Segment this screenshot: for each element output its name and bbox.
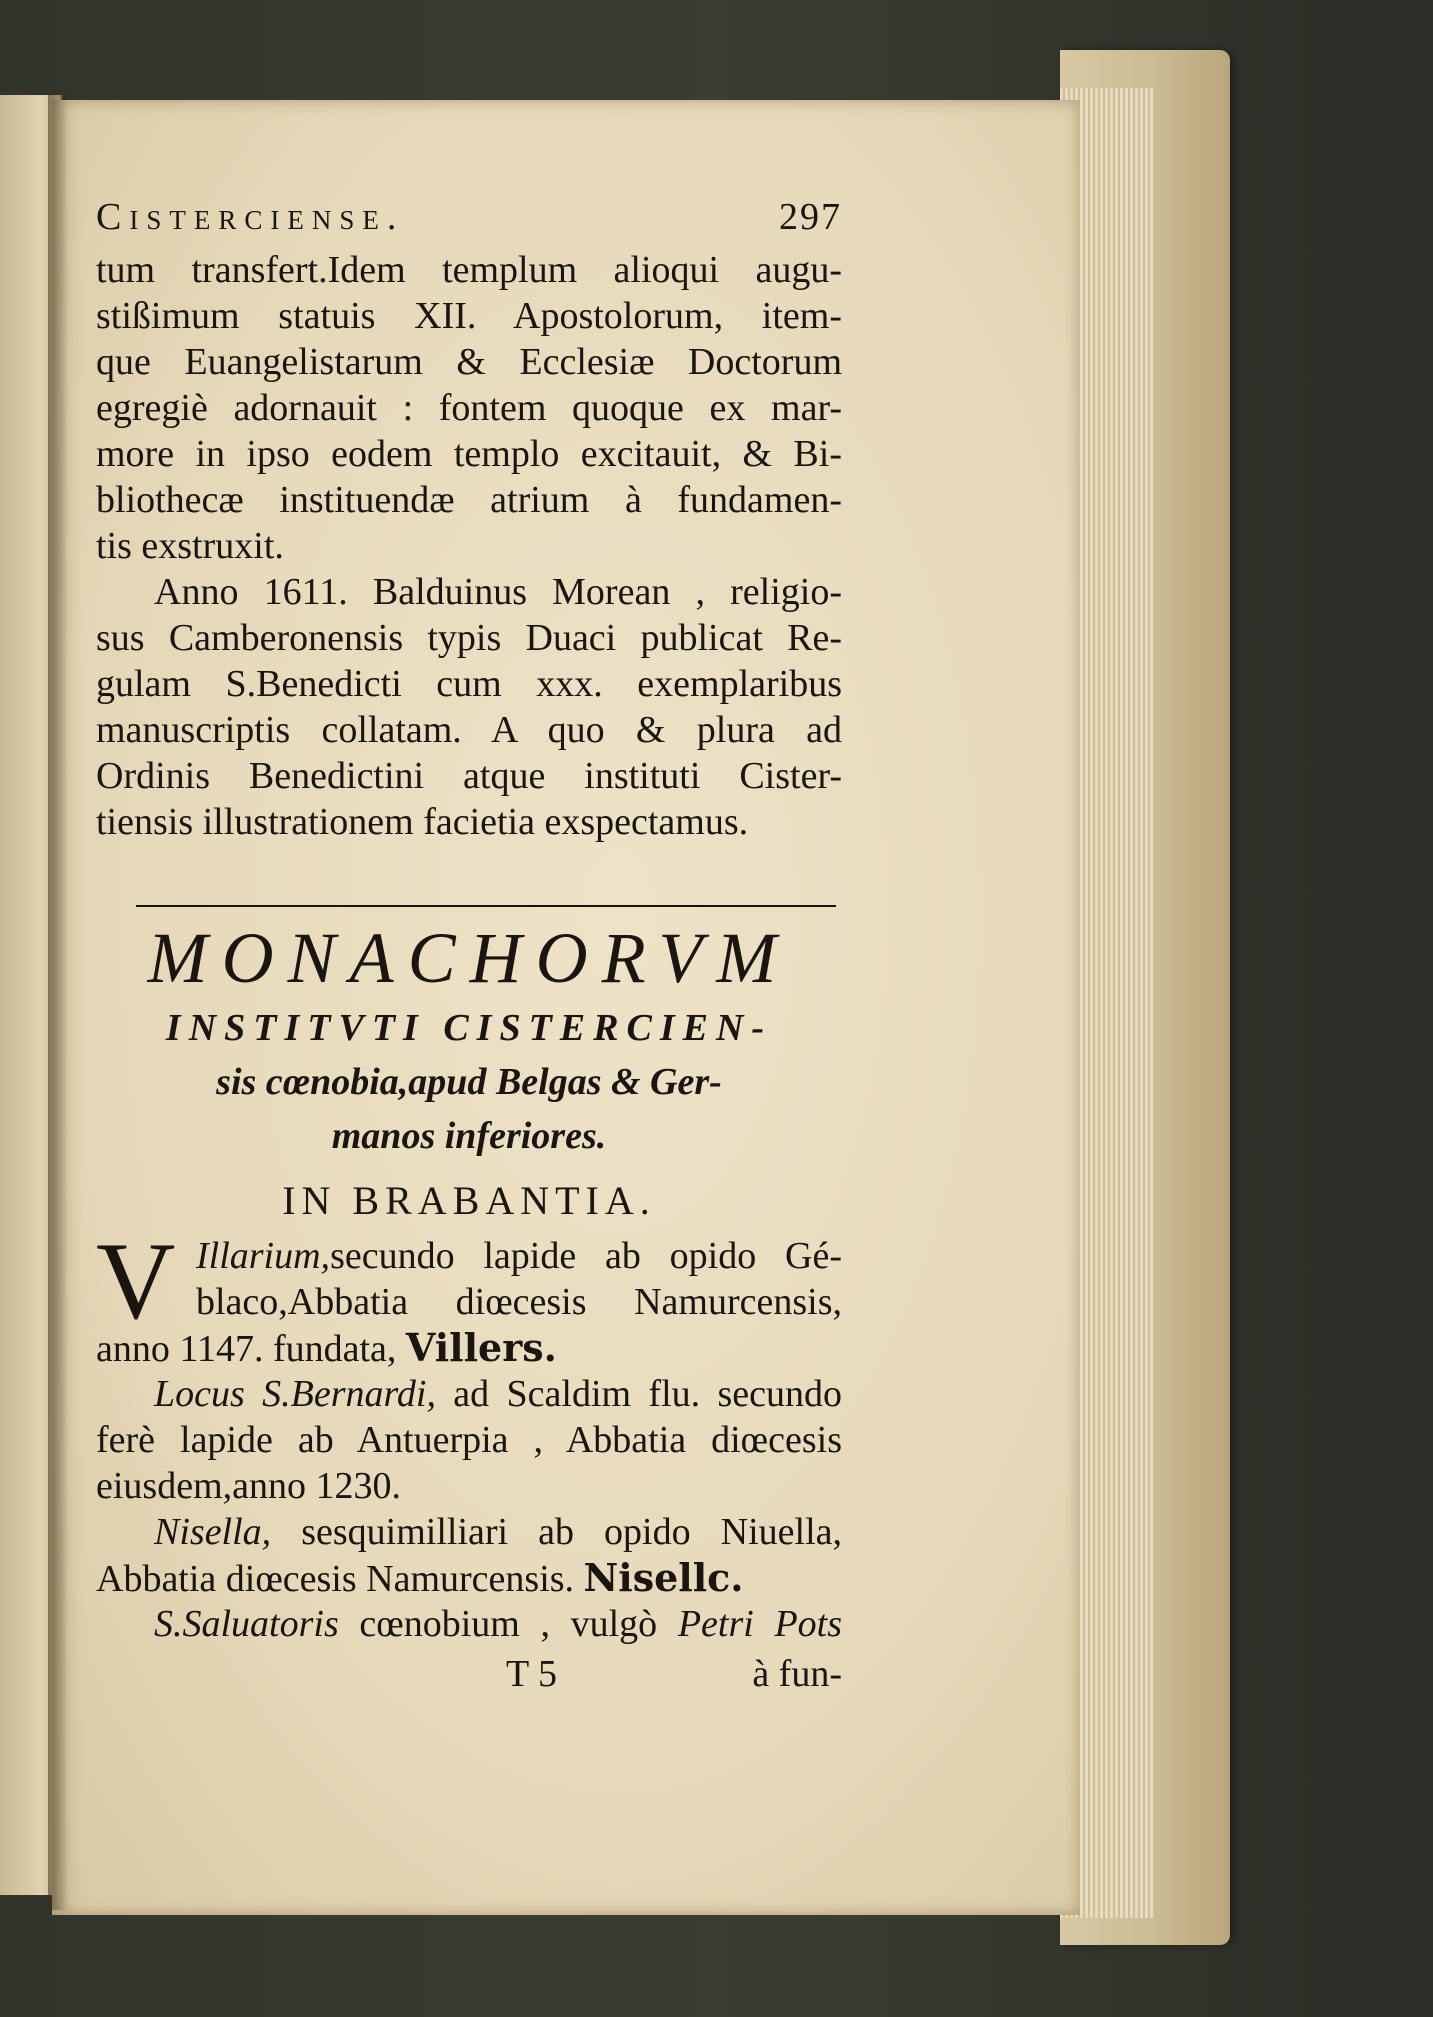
entry-salvator <box>96 1601 842 1647</box>
text-line: tiensis illustrationem facietia exspectamus. <box>96 801 749 843</box>
entry-name: Locus S.Bernardi, <box>154 1373 436 1415</box>
section-subheading: manos inferiores. <box>331 1115 607 1157</box>
text-line: tis exstruxit. <box>96 525 284 567</box>
text-line <box>96 1601 842 1647</box>
text-line <box>96 1325 842 1371</box>
entry-nisella <box>96 1509 842 1601</box>
text-line: eiusdem,anno 1230. <box>96 1465 402 1507</box>
entry-text: sesquimilliari ab opido Niuella, <box>271 1511 842 1553</box>
vernacular-name: Petri Pots <box>677 1603 842 1645</box>
page-text <box>96 195 842 1699</box>
text-line: Ordinis Benedictini atque instituti Cister- <box>96 755 842 797</box>
page-number: 297 <box>779 196 842 238</box>
signature-mark: T 5 <box>506 1653 558 1695</box>
entry-locus <box>96 1371 842 1509</box>
text-line: Anno 1611. Balduinus Morean , religio- <box>154 571 842 613</box>
entry-name: S.Saluatoris <box>154 1603 339 1645</box>
paragraph-1 <box>96 247 842 569</box>
vernacular-name: Villers. <box>405 1325 557 1370</box>
page-footer <box>96 1649 842 1699</box>
section-heading: MONACHORVM <box>147 918 791 998</box>
text-line: stißimum statuis XII. Apostolorum, item- <box>96 295 842 337</box>
paragraph-2 <box>96 569 842 845</box>
entry-name: Illarium, <box>196 1235 331 1277</box>
section-rule <box>136 905 836 907</box>
text-line: tum transfert.Idem templum alioqui augu- <box>96 249 842 291</box>
text-line <box>96 1371 842 1417</box>
running-head-title: Cisterciense. <box>96 196 405 238</box>
entry-text: ad Scaldim flu. secundo <box>435 1373 843 1415</box>
text-line: manuscriptis collatam. A quo & plura ad <box>96 709 842 751</box>
text-line: ferè lapide ab Antuerpia , Abbatia diœcesis <box>96 1419 842 1461</box>
entry-text: secundo lapide ab opido Gé- <box>330 1235 842 1277</box>
section-subheading: sis cœnobia,apud Belgas & Ger- <box>216 1061 722 1103</box>
text-line: gulam S.Benedicti cum xxx. exemplaribus <box>96 663 842 705</box>
text-line: egregiè adornauit : fontem quoque ex mar- <box>96 387 842 429</box>
entry-text: cœnobium , vulgò <box>338 1603 678 1645</box>
entry-text: anno 1147. fundata, <box>96 1328 397 1370</box>
text-line <box>96 1509 842 1555</box>
text-line: blaco,Abbatia diœcesis Namurcensis, <box>196 1281 842 1323</box>
entry-text: Abbatia diœcesis Namurcensis. <box>96 1558 575 1600</box>
vernacular-name: Nisellc. <box>583 1555 744 1600</box>
region-heading: IN BRABANTIA. <box>282 1178 656 1223</box>
text-line: bliothecæ instituendæ atrium à fundamen- <box>96 479 842 521</box>
entry-name: Nisella, <box>154 1511 272 1553</box>
section-subheading: INSTITVTI CISTERCIEN- <box>165 1007 773 1049</box>
entry-villers <box>96 1220 842 1371</box>
text-line: que Euangelistarum & Ecclesiæ Doctorum <box>96 341 842 383</box>
catchword: à fun- <box>752 1653 842 1695</box>
text-line: sus Camberonensis typis Duaci publicat Re- <box>96 617 842 659</box>
gutter-shadow <box>48 90 68 1910</box>
drop-cap: V <box>96 1220 176 1342</box>
text-line <box>96 1555 842 1601</box>
text-line: more in ipso eodem templo excitauit, & Bi- <box>96 433 842 475</box>
running-head <box>96 195 842 247</box>
